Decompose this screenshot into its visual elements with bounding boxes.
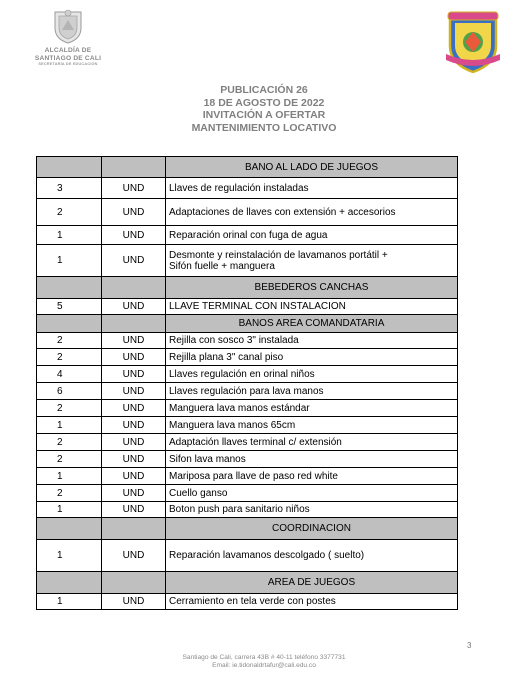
description-cell (166, 434, 458, 451)
empty-cell (37, 277, 102, 299)
quantity-cell: 2 (37, 451, 102, 468)
table-row (37, 383, 458, 400)
description-cell (166, 178, 458, 199)
description-cell (166, 333, 458, 349)
description-text: Sifon lava manos (169, 453, 246, 465)
empty-cell (102, 518, 166, 540)
table-row (37, 366, 458, 383)
section-title: BANOS AREA COMANDATARIA (166, 315, 458, 333)
description-text: Reparación lavamanos descolgado ( suelto) (169, 550, 365, 561)
table-row (37, 178, 458, 199)
unit-cell: UND (102, 199, 166, 226)
unit-cell: UND (102, 485, 166, 502)
quantity-cell: 1 (37, 594, 102, 610)
table-row (37, 434, 458, 451)
school-crest-icon (444, 8, 502, 74)
empty-cell (102, 315, 166, 333)
table-row (37, 333, 458, 349)
unit-cell: UND (102, 349, 166, 366)
description-cell (166, 299, 458, 315)
description-cell (166, 400, 458, 417)
empty-cell (102, 277, 166, 299)
description-text: Rejilla con sosco 3" instalada (169, 335, 299, 346)
table-row (37, 199, 458, 226)
description-text: Cuello ganso (169, 487, 228, 499)
quantity-cell: 1 (37, 417, 102, 434)
school-crest-logo (444, 8, 502, 74)
description-text: Adaptación llaves terminal c/ extensión (169, 436, 342, 448)
description-cell (166, 451, 458, 468)
page-number: 3 (467, 641, 472, 650)
empty-cell (102, 157, 166, 178)
table-row (37, 299, 458, 315)
empty-cell (37, 572, 102, 594)
logo-text-line-2: SANTIAGO DE CALI (34, 54, 102, 62)
quantity-cell: 2 (37, 199, 102, 226)
description-text: Manguera lava manos 65cm (169, 419, 296, 431)
description-text: Desmonte y reinstalación de lavamanos portátil + (169, 249, 388, 261)
section-title: AREA DE JUEGOS (166, 572, 458, 594)
section-header-row (37, 157, 458, 178)
unit-cell: UND (102, 502, 166, 518)
quantity-cell: 1 (37, 245, 102, 277)
empty-cell (102, 572, 166, 594)
description-cell (166, 540, 458, 572)
unit-cell: UND (102, 434, 166, 451)
table-row (37, 400, 458, 417)
table-row (37, 417, 458, 434)
unit-cell: UND (102, 333, 166, 349)
unit-cell: UND (102, 178, 166, 199)
description-text: Llaves de regulación instaladas (169, 182, 309, 194)
document-heading (0, 84, 528, 134)
invitation-title: INVITACIÓN A OFERTAR (202, 109, 326, 121)
table-row (37, 502, 458, 518)
unit-cell: UND (102, 468, 166, 485)
unit-cell: UND (102, 417, 166, 434)
quantity-cell: 6 (37, 383, 102, 400)
quantity-cell: 2 (37, 434, 102, 451)
items-table (36, 156, 458, 610)
section-title: BANO AL LADO DE JUEGOS (166, 157, 458, 178)
table-row (37, 540, 458, 572)
empty-cell (37, 315, 102, 333)
description-cell (166, 366, 458, 383)
section-header-row (37, 277, 458, 299)
description-text: Manguera lava manos estándar (169, 402, 310, 414)
description-cell (166, 226, 458, 245)
description-cell (166, 245, 458, 277)
publication-number: PUBLICACIÓN 26 (220, 84, 308, 96)
quantity-cell: 1 (37, 502, 102, 518)
description-text: LLAVE TERMINAL CON INSTALACION (169, 301, 346, 312)
quantity-cell: 2 (37, 333, 102, 349)
quantity-cell: 2 (37, 485, 102, 502)
alcaldia-logo (26, 8, 110, 67)
section-title: BEBEDEROS CANCHAS (166, 277, 458, 299)
section-header-row (37, 315, 458, 333)
unit-cell: UND (102, 366, 166, 383)
quantity-cell: 4 (37, 366, 102, 383)
description-text: Reparación orinal con fuga de agua (169, 229, 328, 241)
description-text: Mariposa para llave de paso red white (169, 470, 338, 482)
footer (0, 654, 528, 670)
unit-cell: UND (102, 451, 166, 468)
description-cell (166, 485, 458, 502)
description-cell (166, 417, 458, 434)
description-cell (166, 468, 458, 485)
description-text: Rejilla plana 3" canal piso (169, 351, 284, 363)
quantity-cell: 1 (37, 468, 102, 485)
table-row (37, 485, 458, 502)
description-cell (166, 594, 458, 610)
description-text: Llaves regulación en orinal niños (169, 368, 315, 380)
quantity-cell: 1 (37, 540, 102, 572)
table-row (37, 468, 458, 485)
section-header-row (37, 518, 458, 540)
unit-cell: UND (102, 540, 166, 572)
unit-cell: UND (102, 299, 166, 315)
unit-cell: UND (102, 594, 166, 610)
description-text: Adaptaciones de llaves con extensión + accesorios (169, 206, 396, 218)
section-header-row (37, 572, 458, 594)
publication-date: 18 DE AGOSTO DE 2022 (203, 96, 325, 109)
description-text-line-2: Sifón fuelle + manguera (169, 260, 275, 272)
quantity-cell: 1 (37, 226, 102, 245)
description-cell (166, 502, 458, 518)
description-text: Llaves regulación para lava manos (169, 385, 324, 397)
description-text: Cerramiento en tela verde con postes (169, 596, 336, 607)
section-title: COORDINACION (166, 518, 458, 540)
quantity-cell: 2 (37, 400, 102, 417)
description-text: Boton push para sanitario niños (169, 504, 310, 515)
quantity-cell: 5 (37, 299, 102, 315)
logo-text-line-3: SECRETARÍA DE EDUCACIÓN (38, 62, 98, 66)
empty-cell (37, 518, 102, 540)
footer-address: Santiago de Cali, carrera 43B # 40-11 teléfono 3377731 (182, 654, 346, 661)
quantity-cell: 2 (37, 349, 102, 366)
table-row (37, 594, 458, 610)
empty-cell (37, 157, 102, 178)
logo-text-line-1: ALCALDÍA DE (44, 47, 92, 54)
unit-cell: UND (102, 400, 166, 417)
quantity-cell: 3 (37, 178, 102, 199)
description-cell (166, 349, 458, 366)
unit-cell: UND (102, 245, 166, 277)
unit-cell: UND (102, 383, 166, 400)
table-row (37, 349, 458, 366)
subject-title: MANTENIMIENTO LOCATIVO (191, 121, 337, 134)
table-row (37, 245, 458, 277)
unit-cell: UND (102, 226, 166, 245)
city-coat-of-arms-icon (51, 8, 85, 44)
table-row (37, 451, 458, 468)
description-cell (166, 199, 458, 226)
table-row (37, 226, 458, 245)
footer-email: Email: ie.tidonaldrtafur@cali.edu.co (212, 662, 316, 669)
description-cell (166, 383, 458, 400)
